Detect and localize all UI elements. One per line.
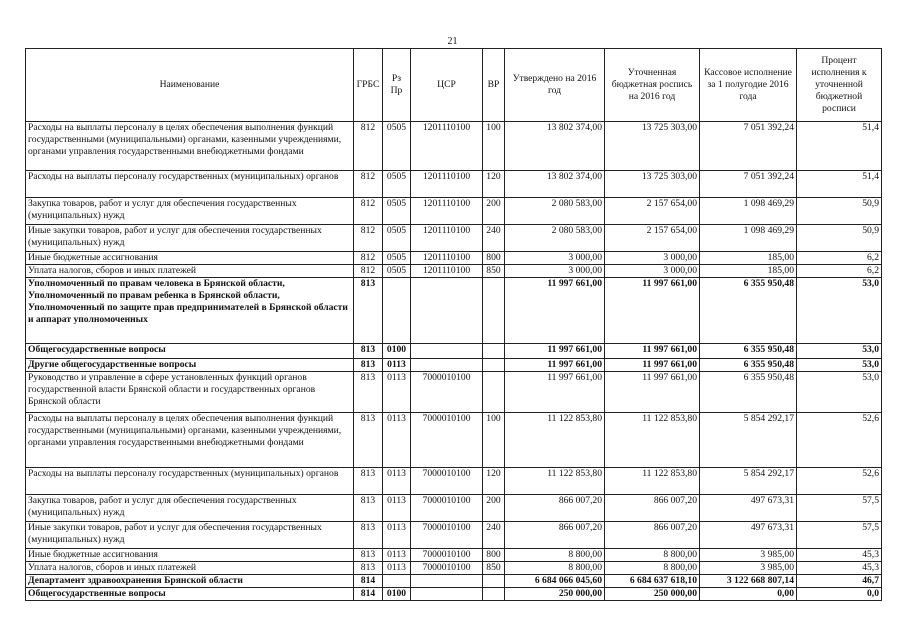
cell-grbs: 813: [354, 278, 383, 344]
cell-approved: 3 000,00: [505, 265, 605, 278]
page-number: 21: [447, 36, 458, 47]
cell-percent: 57,5: [797, 495, 882, 522]
cell-cash: 497 673,31: [700, 522, 797, 549]
cell-refined: 866 007,20: [605, 495, 700, 522]
cell-percent: 45,3: [797, 562, 882, 575]
table-row: [26, 359, 882, 372]
cell-grbs: 813: [354, 344, 383, 359]
cell-name: Другие общегосударственные вопросы: [26, 359, 354, 372]
cell-approved: 13 802 374,00: [505, 122, 605, 171]
cell-csr: 7000010100: [411, 495, 483, 522]
table-row: [26, 122, 882, 171]
cell-vr: 100: [483, 122, 505, 171]
cell-name: Уплата налогов, сборов и иных платежей: [26, 562, 354, 575]
cell-percent: 52,6: [797, 413, 882, 468]
cell-csr: 1201110100: [411, 265, 483, 278]
header-grbs: ГРБС: [354, 49, 383, 122]
table-row: [26, 265, 882, 278]
cell-vr: [483, 575, 505, 588]
table-row: [26, 344, 882, 359]
cell-rzpr: 0505: [383, 225, 411, 252]
cell-csr: 7000010100: [411, 468, 483, 495]
cell-refined: 11 122 853,80: [605, 413, 700, 468]
cell-grbs: 813: [354, 495, 383, 522]
cell-cash: 5 854 292,17: [700, 413, 797, 468]
cell-grbs: 813: [354, 468, 383, 495]
cell-name: Расходы на выплаты персоналу в целях обеспечения выполнения функций государственными (муниципальными) органами, казенными учреждениями, органами управления государственными внебюджетными фондами: [26, 413, 354, 468]
cell-rzpr: 0505: [383, 171, 411, 198]
cell-refined: 866 007,20: [605, 522, 700, 549]
cell-refined: 11 122 853,80: [605, 468, 700, 495]
cell-vr: 800: [483, 549, 505, 562]
cell-name: Иные закупки товаров, работ и услуг для обеспечения государственных (муниципальных) нужд: [26, 225, 354, 252]
cell-approved: 250 000,00: [505, 588, 605, 601]
cell-refined: 11 997 661,00: [605, 344, 700, 359]
cell-approved: 13 802 374,00: [505, 171, 605, 198]
cell-csr: 7000010100: [411, 372, 483, 413]
table-row: [26, 562, 882, 575]
budget-table: [25, 48, 882, 601]
cell-name: Расходы на выплаты персоналу государственных (муниципальных) органов: [26, 468, 354, 495]
cell-refined: 8 800,00: [605, 562, 700, 575]
cell-vr: 200: [483, 198, 505, 225]
cell-approved: 2 080 583,00: [505, 198, 605, 225]
table-row: [26, 522, 882, 549]
table-row: [26, 549, 882, 562]
cell-cash: 6 355 950,48: [700, 344, 797, 359]
cell-approved: 11 122 853,80: [505, 468, 605, 495]
cell-vr: [483, 344, 505, 359]
cell-rzpr: 0113: [383, 413, 411, 468]
cell-cash: 185,00: [700, 265, 797, 278]
cell-percent: 45,3: [797, 549, 882, 562]
cell-vr: [483, 588, 505, 601]
cell-name: Закупка товаров, работ и услуг для обеспечения государственных (муниципальных) нужд: [26, 495, 354, 522]
cell-refined: 11 997 661,00: [605, 359, 700, 372]
cell-approved: 2 080 583,00: [505, 225, 605, 252]
cell-rzpr: 0113: [383, 562, 411, 575]
cell-cash: 6 355 950,48: [700, 359, 797, 372]
cell-vr: [483, 278, 505, 344]
cell-refined: 2 157 654,00: [605, 225, 700, 252]
header-rzpr: Рз Пр: [383, 49, 411, 122]
cell-approved: 3 000,00: [505, 252, 605, 265]
cell-grbs: 812: [354, 171, 383, 198]
cell-csr: [411, 344, 483, 359]
header-percent: Процент исполнения к уточненной бюджетной росписи: [797, 49, 882, 122]
cell-rzpr: 0113: [383, 359, 411, 372]
cell-cash: 0,00: [700, 588, 797, 601]
cell-csr: [411, 359, 483, 372]
cell-percent: 50,9: [797, 225, 882, 252]
cell-vr: 200: [483, 495, 505, 522]
cell-grbs: 813: [354, 413, 383, 468]
cell-vr: 100: [483, 413, 505, 468]
cell-grbs: 812: [354, 265, 383, 278]
cell-grbs: 813: [354, 562, 383, 575]
cell-cash: 3 122 668 807,14: [700, 575, 797, 588]
cell-rzpr: 0113: [383, 372, 411, 413]
cell-percent: 46,7: [797, 575, 882, 588]
cell-approved: 11 122 853,80: [505, 413, 605, 468]
cell-grbs: 812: [354, 225, 383, 252]
table-row: [26, 278, 882, 344]
cell-percent: 0,0: [797, 588, 882, 601]
header-cash: Кассовое исполнение за 1 полугодие 2016 года: [700, 49, 797, 122]
cell-csr: 7000010100: [411, 562, 483, 575]
cell-vr: 120: [483, 171, 505, 198]
cell-percent: 57,5: [797, 522, 882, 549]
cell-cash: 3 985,00: [700, 549, 797, 562]
cell-vr: 800: [483, 252, 505, 265]
cell-cash: 1 098 469,29: [700, 198, 797, 225]
table-row: [26, 252, 882, 265]
cell-percent: 53,0: [797, 372, 882, 413]
cell-percent: 52,6: [797, 468, 882, 495]
cell-csr: 7000010100: [411, 413, 483, 468]
cell-name: Уполномоченный по правам человека в Брянской области, Уполномоченный по правам ребенка в Брянской области, Уполномоченный по защите прав предпринимателей в Брянской области и аппарат уполномоченных: [26, 278, 354, 344]
cell-cash: 185,00: [700, 252, 797, 265]
cell-refined: 6 684 637 618,10: [605, 575, 700, 588]
cell-approved: 8 800,00: [505, 562, 605, 575]
cell-cash: 497 673,31: [700, 495, 797, 522]
cell-refined: 13 725 303,00: [605, 171, 700, 198]
table-header-row: [26, 49, 882, 122]
cell-approved: 11 997 661,00: [505, 344, 605, 359]
cell-rzpr: 0100: [383, 344, 411, 359]
table-row: [26, 575, 882, 588]
cell-percent: 53,0: [797, 344, 882, 359]
cell-refined: 250 000,00: [605, 588, 700, 601]
cell-rzpr: 0113: [383, 549, 411, 562]
cell-percent: 51,4: [797, 171, 882, 198]
cell-approved: 11 997 661,00: [505, 278, 605, 344]
cell-name: Закупка товаров, работ и услуг для обеспечения государственных (муниципальных) нужд: [26, 198, 354, 225]
cell-refined: 3 000,00: [605, 252, 700, 265]
cell-csr: [411, 278, 483, 344]
cell-approved: 866 007,20: [505, 495, 605, 522]
cell-rzpr: [383, 278, 411, 344]
table-row: [26, 588, 882, 601]
cell-rzpr: 0505: [383, 198, 411, 225]
cell-refined: 13 725 303,00: [605, 122, 700, 171]
cell-name: Департамент здравоохранения Брянской области: [26, 575, 354, 588]
header-csr: ЦСР: [411, 49, 483, 122]
cell-csr: 7000010100: [411, 522, 483, 549]
table-row: [26, 198, 882, 225]
header-vr: ВР: [483, 49, 505, 122]
cell-refined: 8 800,00: [605, 549, 700, 562]
cell-refined: 2 157 654,00: [605, 198, 700, 225]
header-refined: Уточненная бюджетная роспись на 2016 год: [605, 49, 700, 122]
cell-name: Иные бюджетные ассигнования: [26, 252, 354, 265]
cell-cash: 5 854 292,17: [700, 468, 797, 495]
cell-cash: 6 355 950,48: [700, 278, 797, 344]
cell-csr: 1201110100: [411, 198, 483, 225]
cell-name: Расходы на выплаты персоналу в целях обеспечения выполнения функций государственными (муниципальными) органами, казенными учреждениями, органами управления государственными внебюджетными фондами: [26, 122, 354, 171]
cell-rzpr: 0505: [383, 122, 411, 171]
cell-rzpr: [383, 575, 411, 588]
cell-rzpr: 0113: [383, 522, 411, 549]
cell-refined: 11 997 661,00: [605, 278, 700, 344]
header-name: Наименование: [26, 49, 354, 122]
cell-grbs: 813: [354, 372, 383, 413]
table-row: [26, 468, 882, 495]
cell-refined: 3 000,00: [605, 265, 700, 278]
cell-rzpr: 0505: [383, 252, 411, 265]
cell-cash: 6 355 950,48: [700, 372, 797, 413]
cell-percent: 53,0: [797, 278, 882, 344]
table-row: [26, 372, 882, 413]
cell-approved: 866 007,20: [505, 522, 605, 549]
cell-vr: [483, 359, 505, 372]
cell-percent: 50,9: [797, 198, 882, 225]
cell-vr: 850: [483, 265, 505, 278]
table-row: [26, 495, 882, 522]
cell-csr: [411, 575, 483, 588]
cell-vr: [483, 372, 505, 413]
cell-cash: 7 051 392,24: [700, 122, 797, 171]
cell-grbs: 814: [354, 588, 383, 601]
table-row: [26, 171, 882, 198]
cell-rzpr: 0100: [383, 588, 411, 601]
header-approved: Утверждено на 2016 год: [505, 49, 605, 122]
cell-name: Иные бюджетные ассигнования: [26, 549, 354, 562]
cell-csr: 7000010100: [411, 549, 483, 562]
cell-csr: 1201110100: [411, 122, 483, 171]
cell-rzpr: 0505: [383, 265, 411, 278]
cell-approved: 8 800,00: [505, 549, 605, 562]
cell-percent: 51,4: [797, 122, 882, 171]
cell-cash: 7 051 392,24: [700, 171, 797, 198]
cell-csr: [411, 588, 483, 601]
cell-rzpr: 0113: [383, 468, 411, 495]
cell-percent: 6,2: [797, 252, 882, 265]
cell-name: Руководство и управление в сфере установленных функций органов государственной власти Брянской области и государственных органов Брянской области: [26, 372, 354, 413]
table-row: [26, 413, 882, 468]
cell-vr: 240: [483, 522, 505, 549]
cell-cash: 1 098 469,29: [700, 225, 797, 252]
cell-csr: 1201110100: [411, 252, 483, 265]
cell-approved: 11 997 661,00: [505, 359, 605, 372]
cell-rzpr: 0113: [383, 495, 411, 522]
cell-grbs: 812: [354, 122, 383, 171]
cell-cash: 3 985,00: [700, 562, 797, 575]
cell-grbs: 814: [354, 575, 383, 588]
cell-name: Уплата налогов, сборов и иных платежей: [26, 265, 354, 278]
cell-percent: 6,2: [797, 265, 882, 278]
cell-vr: 240: [483, 225, 505, 252]
cell-name: Расходы на выплаты персоналу государственных (муниципальных) органов: [26, 171, 354, 198]
cell-grbs: 813: [354, 549, 383, 562]
cell-approved: 11 997 661,00: [505, 372, 605, 413]
cell-grbs: 812: [354, 252, 383, 265]
cell-csr: 1201110100: [411, 171, 483, 198]
cell-vr: 850: [483, 562, 505, 575]
cell-percent: 53,0: [797, 359, 882, 372]
cell-csr: 1201110100: [411, 225, 483, 252]
cell-refined: 11 997 661,00: [605, 372, 700, 413]
cell-name: Общегосударственные вопросы: [26, 588, 354, 601]
table-row: [26, 225, 882, 252]
cell-name: Иные закупки товаров, работ и услуг для обеспечения государственных (муниципальных) нужд: [26, 522, 354, 549]
cell-approved: 6 684 066 045,60: [505, 575, 605, 588]
cell-grbs: 813: [354, 359, 383, 372]
cell-grbs: 812: [354, 198, 383, 225]
cell-name: Общегосударственные вопросы: [26, 344, 354, 359]
cell-grbs: 813: [354, 522, 383, 549]
cell-vr: 120: [483, 468, 505, 495]
